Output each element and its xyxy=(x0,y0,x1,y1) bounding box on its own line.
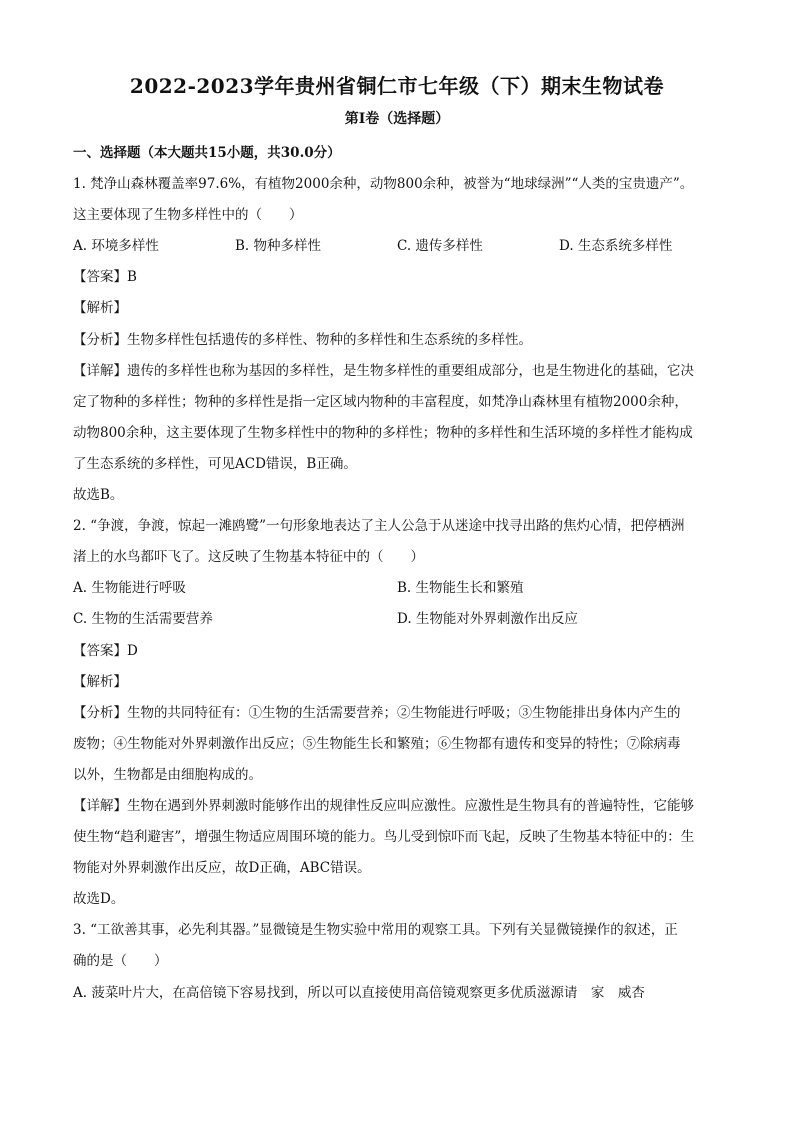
question-stem: 这主要体现了生物多样性中的（ ） xyxy=(73,207,303,224)
analysis-xiangjie-line: 了生态系统的多样性，可见ACD错误，B正确。 xyxy=(73,455,357,472)
question-2 xyxy=(73,511,733,915)
question-stem: 2. “争渡，争渡，惊起一滩鸥鹭”一句形象地表达了主人公急于从迷途中找寻出路的焦灼心情，把停栖洲 xyxy=(73,518,685,535)
analysis-xiangjie-line: 使生物“趋利避害”，增强生物适应周围环境的能力。鸟儿受到惊吓而飞起，反映了生物基本特征中的：生 xyxy=(73,829,695,846)
question-stem: 3. “工欲善其事，必先利其器。”显微镜是生物实验中常用的观察工具。下列有关显微镜操作的叙述，正 xyxy=(73,922,678,939)
analysis-xiangjie-line: 【详解】遗传的多样性也称为基因的多样性，是生物多样性的重要组成部分，也是生物进化的基础，它决 xyxy=(73,362,694,379)
options-row xyxy=(73,573,733,604)
analysis-fenxi-line: 以外，生物都是由细胞构成的。 xyxy=(73,766,262,783)
option-b: B. 物种多样性 xyxy=(235,238,322,255)
option-d: D. 生物能对外界刺激作出反应 xyxy=(397,611,578,628)
document-body xyxy=(73,138,733,1009)
question-3 xyxy=(73,915,733,1008)
analysis-xiangjie-line: 动物800余种，这主要体现了生物多样性中的物种的多样性；物种的多样性和生活环境的多样性才能构成 xyxy=(73,424,693,441)
analysis-xiangjie-line: 【详解】生物在遇到外界刺激时能够作出的规律性反应叫应激性。应激性是生物具有的普遍特性，它能够 xyxy=(73,797,694,814)
option-c: C. 遗传多样性 xyxy=(397,238,483,255)
option-a: A. 菠菜叶片大，在高倍镜下容易找到，所以可以直接使用高倍镜观察更多优质滋源请 家 威杏 xyxy=(73,984,645,1001)
analysis-xiangjie-line: 定了物种的多样性；物种的多样性是指一定区域内物种的丰富程度，如梵净山森林里有植物2000余种， xyxy=(73,393,688,410)
option-a: A. 环境多样性 xyxy=(73,238,159,255)
options-row xyxy=(73,231,733,262)
question-1 xyxy=(73,169,733,511)
analysis-xiangjie-line: 物能对外界刺激作出反应，故D正确，ABC错误。 xyxy=(73,860,371,877)
answer-label: 【答案】B xyxy=(73,269,137,286)
answer-label: 【答案】D xyxy=(73,642,138,659)
page-title: 2022-2023学年贵州省铜仁市七年级（下）期末生物试卷 xyxy=(129,74,665,98)
analysis-fenxi: 【分析】生物多样性包括遗传的多样性、物种的多样性和生态系统的多样性。 xyxy=(73,331,532,348)
option-c: C. 生物的生活需要营养 xyxy=(73,611,213,628)
question-stem: 确的是（ ） xyxy=(73,953,168,970)
question-stem: 渚上的水鸟都吓飞了。这反映了生物基本特征中的（ ） xyxy=(73,549,424,566)
conclusion: 故选B。 xyxy=(73,487,124,504)
analysis-fenxi-line: 【分析】生物的共同特征有：①生物的生活需要营养；②生物能进行呼吸；③生物能排出身体内产生的 xyxy=(73,704,681,721)
analysis-fenxi-line: 废物；④生物能对外界刺激作出反应；⑤生物能生长和繁殖；⑥生物都有遗传和变异的特性；⑦除病毒 xyxy=(73,735,681,752)
question-stem: 1. 梵净山森林覆盖率97.6%，有植物2000余种，动物800余种，被誉为“地球绿洲”“人类的宝贵遗产”。 xyxy=(73,176,694,193)
analysis-label: 【解析】 xyxy=(73,300,127,317)
analysis-label: 【解析】 xyxy=(73,673,127,690)
conclusion: 故选D。 xyxy=(73,891,125,908)
options-row xyxy=(73,604,733,635)
option-a: A. 生物能进行呼吸 xyxy=(73,580,186,597)
option-d: D. 生态系统多样性 xyxy=(559,238,673,255)
section-subtitle: 第Ⅰ卷（选择题） xyxy=(344,111,450,127)
option-b: B. 生物能生长和繁殖 xyxy=(397,580,524,597)
section-heading: 一、选择题（本大题共15小题，共30.0分） xyxy=(73,145,341,161)
